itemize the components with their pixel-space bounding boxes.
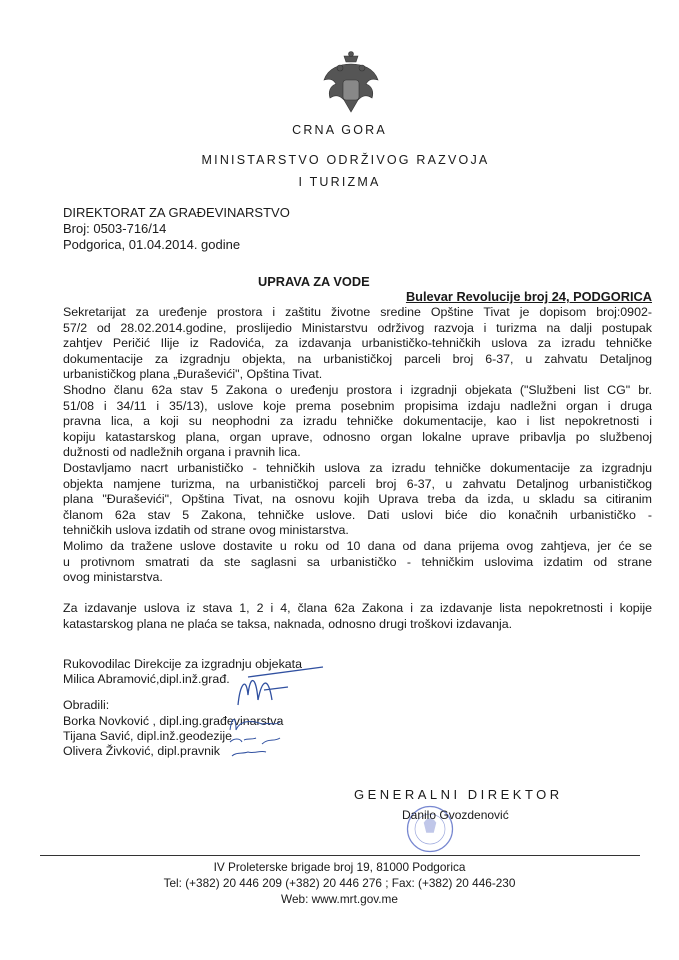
body-line: u protivnom smatrati da ste saglasni sa urbanističko - tehničkim uslovima izdatim od strane	[63, 554, 652, 569]
body-line: 57/2 od 28.02.2014.godine, proslijedio Ministarstvu održivog razvoja i turizma na dalji postupak	[63, 320, 652, 335]
general-director-title: GENERALNI DIREKTOR	[354, 787, 563, 802]
body-line: tehničkih uslova izdatih od strane ovog ministarstva.	[63, 523, 349, 538]
directorate-block	[63, 205, 290, 253]
body-line: kopiju katastarskog plana, organ uprave, odnosno organ lokalne uprave pribavlja po službenoj	[63, 429, 652, 444]
body-line: katastarskog plana ne plaća se taksa, naknada, odnosno drugi troškovi izdavanja.	[63, 617, 513, 631]
head-name: Milica Abramović,dipl.inž.građ.	[63, 672, 230, 686]
recipient-address: Bulevar Revolucije broj 24, PODGORICA	[405, 289, 652, 304]
footer-address: IV Proleterske brigade broj 19, 81000 Podgorica	[213, 860, 466, 874]
directorate-name: DIREKTORAT ZA GRAĐEVINARSTVO	[63, 205, 290, 220]
body-line: pravna lica, a koji su neophodni za izradu tehničke dokumentacije, kao i list nepokretnosti i	[63, 414, 652, 429]
footer-divider	[40, 855, 640, 856]
place-date: Podgorica, 01.04.2014. godine	[63, 237, 241, 252]
document-number: Broj: 0503-716/14	[63, 221, 167, 236]
body-line: dužnosti od nadležnih organa i pravnih lica.	[63, 445, 301, 460]
body-line: urbanističkog plana „Đuraševići", Opština Tivat.	[63, 367, 323, 382]
body-line: objekta namjene turizma, na urbanističkoj parceli broj 6-37, u zahvatu Detaljnog urbanističkog	[63, 476, 652, 491]
preparer-2: Tijana Savić, dipl.inž.geodezije	[63, 729, 232, 743]
body-line: Shodno članu 62a stav 5 Zakona o uređenju prostora i izgradnji objekata ("Službeni list CG" br.	[63, 383, 652, 397]
head-title: Rukovodilac Direkcije za izgradnju objekata	[63, 657, 302, 671]
country-name: CRNA GORA	[292, 123, 387, 137]
preparer-3: Olivera Živković, dipl.pravnik	[63, 744, 220, 758]
body-line: Dostavljamo nacrt urbanističko - tehničkih uslova za izradu tehničke dokumentacije za izgradnju	[63, 461, 652, 475]
body-line: Sekretarijat za uređenje prostora i zaštitu životne sredine Opštine Tivat je dopisom broj:0902-	[63, 305, 652, 319]
ministry-name-line1: MINISTARSTVO ODRŽIVOG RAZVOJA	[201, 153, 490, 167]
prepared-label: Obradili:	[63, 698, 110, 712]
body-line: zahtjev Peričić Ilije iz Radovića, za izdavanja urbanističko-tehničkih uslova za izradu tehničke	[63, 336, 652, 351]
body-line: Molimo da tražene uslove dostavite u roku od 10 dana od dana prijema ovog zahtjeva, jer će se	[63, 539, 652, 553]
body-line: članom 62a stav 5 Zakona, tehničke uslove. Dati uslovi biće dio konačnih urbanističko -	[63, 507, 652, 522]
ministry-name-line2: I TURIZMA	[298, 175, 381, 189]
body-line: ovog ministarstva.	[63, 570, 163, 585]
recipient-name: UPRAVA ZA VODE	[258, 274, 370, 289]
body-line: dokumentacije za izgradnju objekta, na urbanističkoj parceli broj 6-37, u zahvatu Detaljnog	[63, 351, 652, 366]
signature-preparers	[222, 712, 312, 762]
footer-phones: Tel: (+382) 20 446 209 (+382) 20 446 276 ; Fax: (+382) 20 446-230	[163, 876, 516, 890]
preparer-1: Borka Novković , dipl.ing.građevinarstva	[63, 714, 284, 728]
general-director-name: Danilo Gvozdenović	[402, 808, 509, 822]
coat-of-arms-icon	[322, 50, 380, 116]
body-line: Za izdavanje uslova iz stava 1, 2 i 4, člana 62a Zakona i za izdavanje lista nepokretnosti i kopije	[63, 601, 652, 616]
body-line: plana "Đuraševići", Opština Tivat, na osnovu kojih Uprava treba da izda, u skladu sa citiranim	[63, 492, 652, 507]
footer-web: Web: www.mrt.gov.me	[281, 892, 398, 906]
body-line: 51/08 i 34/11 i 35/13), uslove koje prema posebnim propisima izdaju nadležni organ i druga	[63, 398, 652, 413]
